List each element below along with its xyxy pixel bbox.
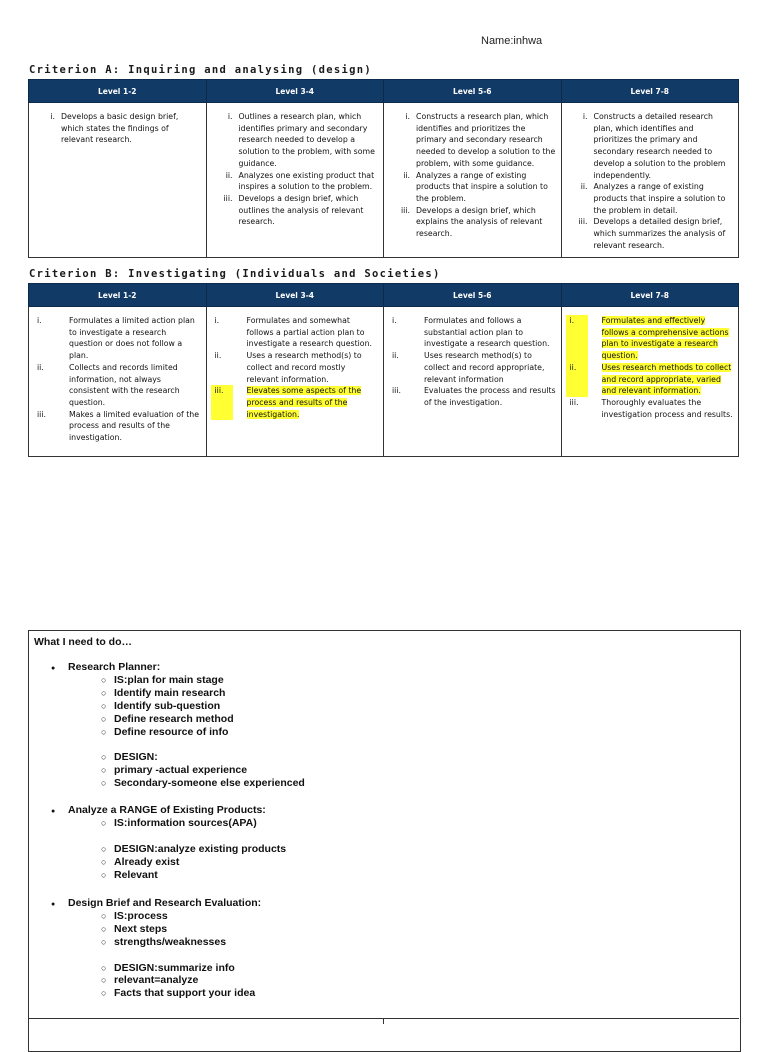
criterion-item-number: iii. [223, 193, 233, 203]
criterion-item [211, 170, 380, 193]
todo-subitem [101, 713, 234, 725]
circle-bullet-icon: ○ [101, 765, 107, 776]
criterion-item-text [594, 181, 735, 216]
criterion-item [566, 362, 735, 397]
todo-subitem [101, 869, 158, 881]
circle-bullet-icon: ○ [101, 674, 107, 685]
todo-subitem [101, 936, 226, 948]
criterion-item-number: i. [227, 112, 233, 121]
todo-subitem [101, 700, 220, 712]
todo-subitem [101, 974, 198, 986]
todo-subitem [101, 910, 168, 922]
todo-section-label: Research Planner: [68, 661, 161, 673]
criterion-item [566, 315, 735, 362]
criterion-item [388, 385, 557, 408]
criterion-item [388, 205, 557, 240]
level-cell [384, 307, 562, 457]
criterion-item-text-content: Elevates some aspects of the process and results of the investigation. [246, 386, 362, 419]
todo-section-heading [51, 804, 266, 816]
circle-bullet-icon: ○ [101, 910, 107, 921]
todo-subitem [101, 777, 305, 789]
criterion-item-text-content: Constructs a research plan, which identifies and prioritizes the primary and secondary research needed to develop a solution to the problem, with some guidance. [416, 112, 556, 168]
criterion-item-text [410, 385, 557, 408]
circle-bullet-icon: ○ [101, 962, 107, 973]
level-header: Level 7-8 [561, 80, 739, 103]
criterion-item [566, 111, 735, 181]
circle-bullet-icon: ○ [101, 700, 107, 711]
circle-bullet-icon: ○ [101, 856, 107, 867]
todo-subitem [101, 674, 224, 686]
todo-subitem-text: DESIGN:summarize info [114, 961, 235, 974]
todo-section-heading [51, 897, 261, 909]
level-header: Level 3-4 [206, 284, 384, 307]
criterion-item-text [588, 362, 735, 397]
criterion-item-number: i. [582, 112, 588, 121]
criterion-item-number: iii. [401, 205, 410, 215]
criterion-item-text-content: Formulates a limited action plan to investigate a research question or does not follow a plan. [69, 316, 195, 361]
criterion-item-text-content: Thoroughly evaluates the investigation process and results. [601, 397, 733, 419]
criterion-item [211, 193, 380, 228]
criterion-item-number: i. [566, 315, 588, 362]
criterion-item-number: ii. [580, 182, 588, 192]
criterion-item-text-content: Analyzes one existing product that inspires a solution to the problem. [238, 170, 375, 192]
criterion-item-text-content: Formulates and somewhat follows a partial action plan to investigate a research question. [246, 316, 372, 349]
todo-subitem-text: Secondary-someone else experienced [114, 777, 305, 790]
level-cell [29, 307, 207, 457]
criterion-item-number: ii. [214, 351, 222, 361]
criterion-item-text [588, 315, 735, 362]
todo-subitem-text: Already exist [114, 855, 180, 868]
criterion-item-number: ii. [566, 362, 588, 397]
todo-subitem-text: Define research method [114, 712, 234, 725]
circle-bullet-icon: ○ [101, 752, 107, 763]
criterion-item-number: i. [214, 316, 220, 325]
todo-subitem-text: relevant=analyze [114, 974, 199, 987]
criterion-item-text-content: Outlines a research plan, which identifies primary and secondary research needed to develop a solution to the problem, with some guidance. [238, 112, 375, 168]
todo-subitem [101, 843, 286, 855]
circle-bullet-icon: ○ [101, 936, 107, 947]
todo-box [28, 630, 741, 1052]
criterion-item-text [239, 193, 380, 228]
criterion-item [211, 111, 380, 170]
todo-subitem-text: Relevant [114, 868, 158, 881]
todo-section-heading [51, 661, 160, 673]
criterion-item-text [416, 205, 557, 240]
criterion-item-number: ii. [37, 362, 44, 372]
criterion-item-text-content: Develops a design brief, which explains the analysis of relevant research. [416, 205, 543, 239]
todo-subitem-text: primary -actual experience [114, 764, 248, 777]
criterion-item [211, 315, 380, 350]
todo-subitem [101, 987, 255, 999]
circle-bullet-icon: ○ [101, 726, 107, 737]
todo-subitem-text: DESIGN:analyze existing products [114, 842, 287, 855]
level-header: Level 1-2 [29, 80, 207, 103]
todo-subitem-text: Next steps [114, 922, 168, 935]
criterion-item-text-content: Formulates and effectively follows a comprehensive actions plan to investigate a research question. [601, 316, 729, 361]
level-header: Level 5-6 [384, 80, 562, 103]
level-cell [384, 103, 562, 258]
todo-subitem [101, 817, 257, 829]
level-cell [206, 307, 384, 457]
criterion-item [388, 111, 557, 170]
circle-bullet-icon: ○ [101, 817, 107, 828]
criterion-item-text-content: Uses research method(s) to collect and record appropriate, relevant information [424, 351, 545, 384]
level-cell [206, 103, 384, 258]
todo-subitem [101, 687, 225, 699]
circle-bullet-icon: ○ [101, 975, 107, 986]
criterion-item [33, 362, 202, 409]
criterion-item-text [239, 170, 380, 193]
level-header: Level 7-8 [561, 284, 739, 307]
criterion-item-number: iii. [37, 409, 46, 419]
criterion-item-number: i. [50, 112, 55, 121]
todo-subitem [101, 726, 228, 738]
todo-subitem [101, 856, 179, 868]
criterion-item-text-content: Evaluates the process and results of the investigation. [424, 386, 556, 407]
todo-subitem-text: strengths/weaknesses [114, 935, 227, 948]
criterion-item-text [55, 362, 202, 409]
criterion-b-title: Criterion B: Investigating (Individuals and Societies) [29, 268, 441, 280]
criterion-b-table [28, 283, 739, 457]
criterion-item-number: i. [405, 112, 410, 121]
criterion-item [33, 315, 202, 362]
criterion-item-number: i. [37, 316, 42, 325]
criterion-item-text [55, 409, 202, 444]
criterion-item [566, 397, 735, 420]
criterion-item [388, 350, 557, 385]
level-header: Level 3-4 [206, 80, 384, 103]
criterion-item [33, 409, 202, 444]
level-cell [561, 103, 739, 258]
criterion-item-text-content: Develops a basic design brief, which states the findings of relevant research. [61, 112, 179, 145]
criterion-item-text [61, 111, 202, 146]
criterion-item [388, 170, 557, 205]
todo-subitem [101, 751, 158, 763]
bullet-icon: ● [51, 901, 56, 908]
bullet-icon: ● [51, 665, 56, 672]
criterion-item [566, 181, 735, 216]
criterion-item-text-content: Makes a limited evaluation of the process and results of the investigation. [69, 409, 199, 443]
level-header: Level 5-6 [384, 284, 562, 307]
criterion-item-text [594, 216, 735, 251]
todo-subitem-text: Define resource of info [114, 725, 229, 738]
todo-subitem-text: Facts that support your idea [114, 987, 256, 1000]
criterion-item-text-content: Analyzes a range of existing products that inspire a solution to the problem. [416, 170, 548, 203]
criterion-item [388, 315, 557, 350]
criterion-item-text-content: Analyzes a range of existing products that inspire a solution to the problem in detail. [593, 182, 726, 215]
todo-section-label: Design Brief and Research Evaluation: [68, 897, 262, 909]
todo-title: What I need to do… [34, 636, 132, 648]
bullet-icon: ● [51, 808, 56, 815]
circle-bullet-icon: ○ [101, 687, 107, 698]
criterion-item [211, 350, 380, 385]
level-cell [29, 103, 207, 258]
criterion-item-text-content: Collects and records limited information, not always consistent with the research question. [69, 362, 180, 407]
todo-subitem-text: Identify sub-question [114, 699, 221, 712]
criterion-item-number: iii. [578, 217, 588, 227]
criterion-item-text [410, 315, 557, 350]
criterion-item-text-content: Uses research methods to collect and record appropriate, varied and relevant information. [601, 362, 732, 396]
todo-subitem-text: Identify main research [114, 686, 226, 699]
criterion-item-text-content: Formulates and follows a substantial action plan to investigate a research question. [424, 316, 550, 349]
criterion-item-number: iii. [392, 386, 401, 396]
circle-bullet-icon: ○ [101, 713, 107, 724]
criterion-item-text-content: Constructs a detailed research plan, which identifies and prioritizes the primary and secondary research needed to develop a solution to the problem independently. [593, 112, 726, 180]
circle-bullet-icon: ○ [101, 923, 107, 934]
todo-subitem-text: DESIGN: [114, 751, 158, 764]
circle-bullet-icon: ○ [101, 988, 107, 999]
criterion-item-number: iii. [569, 397, 579, 407]
criterion-item-text-content: Develops a detailed design brief, which summarizes the analysis of relevant research. [593, 217, 726, 250]
criterion-item-number: ii. [403, 170, 410, 180]
criterion-item-text [55, 315, 202, 362]
level-cell [561, 307, 739, 457]
todo-subitem [101, 764, 247, 776]
circle-bullet-icon: ○ [101, 778, 107, 789]
criterion-item-number: ii. [225, 170, 233, 180]
todo-subitem-text: IS:plan for main stage [114, 673, 224, 686]
todo-subitem [101, 923, 167, 935]
criterion-item-text-content: Develops a design brief, which outlines the analysis of relevant research. [238, 193, 364, 227]
criterion-item-text [588, 397, 735, 420]
circle-bullet-icon: ○ [101, 843, 107, 854]
criterion-item-text [233, 350, 380, 385]
criterion-item-text [233, 315, 380, 350]
todo-section-label: Analyze a RANGE of Existing Products: [68, 804, 266, 816]
todo-subitem [101, 962, 235, 974]
bottom-table-divider [383, 1018, 384, 1024]
criterion-item-text-content: Uses a research method(s) to collect and record mostly relevant information. [246, 351, 362, 384]
criterion-item-text [239, 111, 380, 170]
criterion-item-number: ii. [392, 351, 399, 361]
todo-subitem-text: IS:information sources(APA) [114, 816, 257, 829]
criterion-a-title: Criterion A: Inquiring and analysing (design) [29, 64, 372, 76]
criterion-item-number: iii. [211, 385, 233, 420]
criterion-item [33, 111, 202, 146]
criterion-item-text [416, 111, 557, 170]
criterion-item-number: i. [392, 316, 397, 325]
circle-bullet-icon: ○ [101, 869, 107, 880]
criterion-item-text [594, 111, 735, 181]
criterion-item-text [233, 385, 380, 420]
criterion-item [566, 216, 735, 251]
todo-subitem-text: IS:process [114, 909, 168, 922]
criterion-item-text [410, 350, 557, 385]
criterion-item [211, 385, 380, 420]
criterion-a-table [28, 79, 739, 258]
level-header: Level 1-2 [29, 284, 207, 307]
student-name: Name:inhwa [481, 35, 543, 47]
criterion-item-text [416, 170, 557, 205]
